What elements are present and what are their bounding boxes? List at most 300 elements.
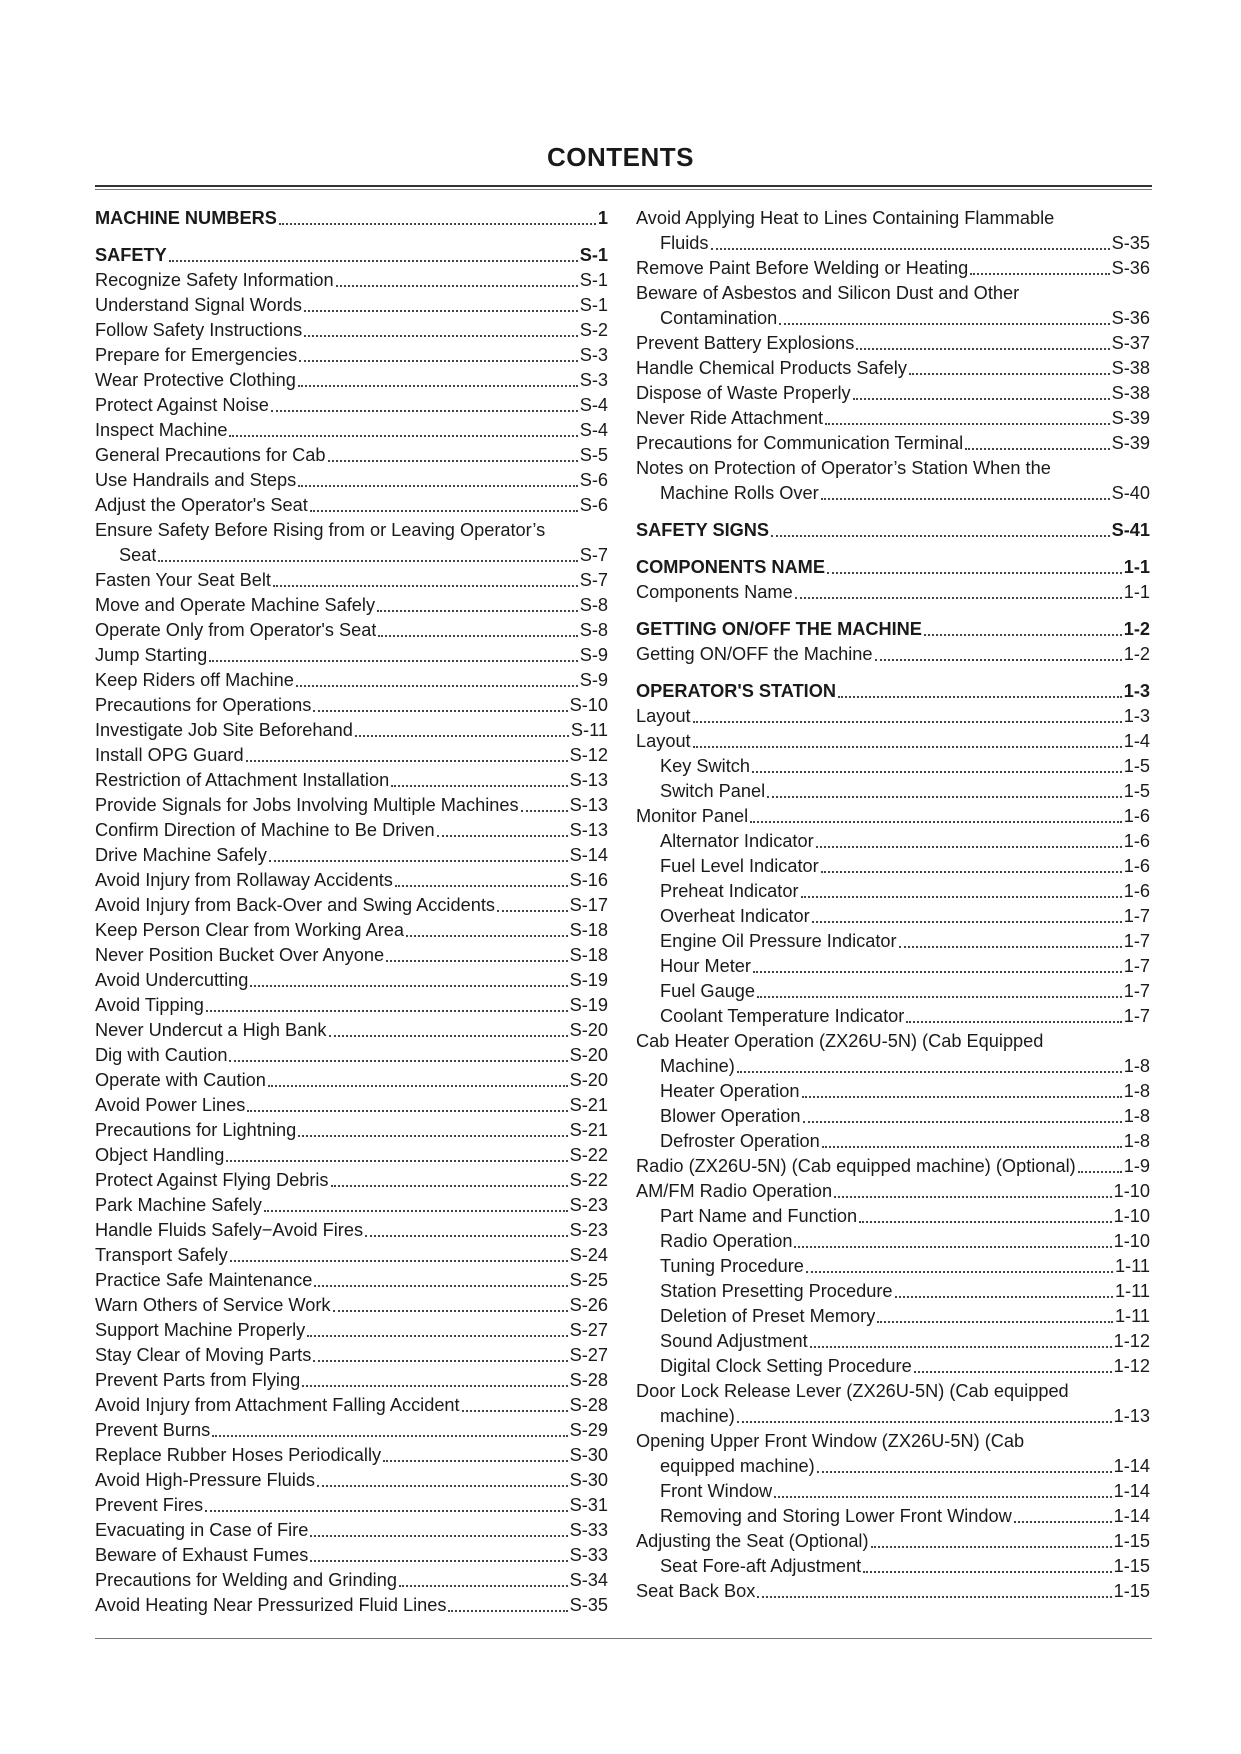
toc-entry-page: S-7 [579,570,608,590]
toc-entry-page: S-27 [569,1345,608,1365]
toc-entry-title: Restriction of Attachment Installation [95,770,390,790]
toc-entry-page: S-20 [569,1045,608,1065]
dot-leader [304,310,578,312]
toc-entry-page: 1-13 [1113,1406,1150,1426]
toc-entry[interactable] [636,580,1150,605]
toc-entry-page: 1-6 [1123,806,1150,826]
dot-leader [834,1196,1112,1198]
toc-entry-page: 1-7 [1123,1006,1150,1026]
toc-entry-page: 1-2 [1123,644,1150,664]
toc-entry-title: MACHINE NUMBERS [95,208,277,228]
toc-entry[interactable] [95,1568,608,1593]
dot-leader [269,860,568,862]
toc-entry-title: Getting ON/OFF the Machine [636,644,873,664]
toc-entry[interactable] [95,968,608,993]
toc-entry-page: S-33 [569,1520,608,1540]
toc-entry-continuation [95,543,608,568]
toc-entry-title: Heater Operation [660,1081,800,1101]
toc-entry-title: Overheat Indicator [660,906,810,926]
toc-section-heading[interactable] [636,617,1150,642]
dot-leader [795,597,1122,599]
toc-entry-continuation [636,1404,1150,1429]
toc-entry-page: S-23 [569,1220,608,1240]
toc-entry[interactable] [636,1029,1150,1079]
dot-leader [737,1071,1122,1073]
toc-entry[interactable] [636,1379,1150,1429]
toc-entry-title: Fuel Level Indicator [660,856,819,876]
toc-entry[interactable] [636,1204,1150,1229]
toc-entry-title: Replace Rubber Hoses Periodically [95,1445,382,1465]
toc-entry-title: Prevent Burns [95,1420,211,1440]
dot-leader [802,1096,1122,1098]
toc-entry-title: Avoid Injury from Rollaway Accidents [95,870,393,890]
toc-entry-title: Install OPG Guard [95,745,244,765]
toc-entry[interactable] [636,1554,1150,1579]
toc-entry[interactable] [636,406,1150,431]
dot-leader [803,1121,1122,1123]
toc-entry[interactable] [636,1479,1150,1504]
toc-entry-page: S-8 [579,620,608,640]
toc-entry-title: Move and Operate Machine Safely [95,595,376,615]
toc-entry-page: 1-1 [1123,557,1150,577]
toc-entry-page: S-37 [1111,333,1150,353]
toc-entry-title-cont: Contamination [660,308,778,328]
toc-entry[interactable] [95,768,608,793]
dot-leader [377,610,578,612]
toc-entry-page: S-4 [579,395,608,415]
toc-entry-page: S-10 [569,695,608,715]
toc-entry-page: 1-15 [1113,1531,1150,1551]
toc-entry-page: 1-15 [1113,1556,1150,1576]
dot-leader [767,796,1122,798]
dot-leader [329,1035,568,1037]
dot-leader [212,1435,567,1437]
toc-entry[interactable] [636,954,1150,979]
toc-entry-page: S-12 [569,745,608,765]
dot-leader [386,960,567,962]
toc-entry[interactable] [95,1018,608,1043]
toc-section-heading[interactable] [636,679,1150,704]
toc-entry-page: S-6 [579,495,608,515]
toc-entry-title: Layout [636,731,691,751]
toc-entry[interactable] [95,1318,608,1343]
toc-entry-page: S-26 [569,1295,608,1315]
toc-entry[interactable] [95,443,608,468]
toc-entry-title: Avoid Heating Near Pressurized Fluid Lines [95,1595,447,1615]
toc-entry[interactable] [636,879,1150,904]
toc-entry-title: Radio Operation [660,1231,793,1251]
toc-entry[interactable] [636,1154,1150,1179]
toc-entry[interactable] [636,1354,1150,1379]
toc-entry-title: Defroster Operation [660,1131,820,1151]
toc-entry[interactable] [95,1218,608,1243]
toc-entry[interactable] [95,393,608,418]
toc-entry-title: Drive Machine Safely [95,845,267,865]
toc-entry[interactable] [95,1143,608,1168]
toc-entry-page: S-18 [569,945,608,965]
toc-entry[interactable] [636,1504,1150,1529]
toc-entry[interactable] [636,929,1150,954]
toc-entry-page: 1-9 [1123,1156,1150,1176]
toc-entry-page: 1-6 [1123,856,1150,876]
toc-entry[interactable] [95,843,608,868]
toc-entry-title: Operate with Caution [95,1070,266,1090]
toc-entry[interactable] [636,1079,1150,1104]
toc-entry-page: S-11 [570,720,608,740]
toc-entry-page: 1-8 [1123,1131,1150,1151]
toc-entry-title: Dispose of Waste Properly [636,383,851,403]
toc-entry-page: S-19 [569,995,608,1015]
dot-leader [206,1010,568,1012]
toc-entry[interactable] [95,1043,608,1068]
toc-entry[interactable] [95,868,608,893]
toc-entry-title: Avoid Injury from Attachment Falling Accident [95,1395,460,1415]
toc-entry[interactable] [636,1304,1150,1329]
dot-leader [333,1310,568,1312]
toc-entry-title: GETTING ON/OFF THE MACHINE [636,619,922,639]
toc-entry[interactable] [95,1593,608,1618]
toc-entry[interactable] [95,1293,608,1318]
toc-entry[interactable] [95,743,608,768]
toc-entry-page: S-13 [569,770,608,790]
toc-entry-page: S-2 [579,320,608,340]
toc-entry-title: Adjust the Operator's Seat [95,495,308,515]
toc-entry[interactable] [95,343,608,368]
toc-section-heading[interactable] [95,206,608,231]
toc-entry[interactable] [95,643,608,668]
dot-leader [794,1246,1111,1248]
toc-entry-title: Hour Meter [660,956,751,976]
toc-entry[interactable] [95,318,608,343]
toc-entry-title: Sound Adjustment [660,1331,808,1351]
toc-entry-title-cont: Fluids [660,233,709,253]
toc-entry-title-cont: Machine Rolls Over [660,483,819,503]
toc-entry-page: S-17 [569,895,608,915]
dot-leader [437,835,568,837]
toc-section-heading[interactable] [636,518,1150,543]
toc-entry[interactable] [95,793,608,818]
toc-entry-page: S-39 [1111,433,1150,453]
dot-leader [924,634,1122,636]
toc-entry-title: Opening Upper Front Window (ZX26U-5N) (Cab [636,1431,1025,1451]
toc-entry-page: S-14 [569,845,608,865]
dot-leader [209,660,577,662]
toc-entry-title: Fuel Gauge [660,981,756,1001]
toc-entry[interactable] [636,754,1150,779]
toc-entry-continuation [636,306,1150,331]
toc-entry-page: S-21 [569,1120,608,1140]
toc-entry[interactable] [636,704,1150,729]
toc-entry-title: Precautions for Welding and Grinding [95,1570,397,1590]
toc-entry-page: S-8 [579,595,608,615]
toc-entry-page: S-3 [579,370,608,390]
toc-entry[interactable] [95,1518,608,1543]
toc-entry-title: Handle Chemical Products Safely [636,358,907,378]
toc-entry[interactable] [95,1543,608,1568]
toc-entry-title: Keep Riders off Machine [95,670,294,690]
dot-leader [271,410,578,412]
toc-entry[interactable] [95,1068,608,1093]
toc-entry[interactable] [636,1579,1150,1604]
toc-entry[interactable] [95,1268,608,1293]
toc-entry-page: 1-10 [1113,1206,1150,1226]
toc-entry[interactable] [636,1179,1150,1204]
toc-entry[interactable] [636,1329,1150,1354]
toc-entry[interactable] [636,331,1150,356]
toc-entry-title: Part Name and Function [660,1206,858,1226]
toc-entry-title: AM/FM Radio Operation [636,1181,833,1201]
toc-entry[interactable] [636,1004,1150,1029]
toc-entry-page: S-30 [569,1470,608,1490]
toc-entry-page: 1-4 [1123,731,1150,751]
toc-entry[interactable] [636,904,1150,929]
toc-entry[interactable] [636,431,1150,456]
toc-entry-title: Coolant Temperature Indicator [660,1006,905,1026]
toc-entry[interactable] [636,854,1150,879]
toc-entry[interactable] [95,1418,608,1443]
toc-entry-page: S-6 [579,470,608,490]
toc-entry-title: Keep Person Clear from Working Area [95,920,404,940]
toc-entry[interactable] [636,729,1150,754]
toc-entry[interactable] [95,568,608,593]
toc-entry-page: S-1 [579,245,608,265]
toc-entry-page: S-20 [569,1070,608,1090]
dot-leader [863,1571,1111,1573]
toc-entry-page: S-19 [569,970,608,990]
toc-entry[interactable] [95,693,608,718]
dot-leader [304,335,577,337]
dot-leader [779,323,1109,325]
toc-entry-title: SAFETY SIGNS [636,520,770,540]
toc-entry-title: Seat Back Box [636,1581,756,1601]
dot-leader [825,423,1110,425]
dot-leader [821,498,1110,500]
toc-entry-title: Handle Fluids Safely−Avoid Fires [95,1220,364,1240]
toc-entry-page: 1-6 [1123,831,1150,851]
toc-entry-page: S-30 [569,1445,608,1465]
dot-leader [273,585,578,587]
dot-leader [299,360,578,362]
toc-entry[interactable] [95,1493,608,1518]
dot-leader [391,785,567,787]
toc-entry[interactable] [95,1443,608,1468]
toc-entry[interactable] [95,818,608,843]
dot-leader [230,1260,568,1262]
toc-entry[interactable] [95,1393,608,1418]
toc-entry-page: S-1 [579,295,608,315]
toc-entry-title: Beware of Asbestos and Silicon Dust and Other [636,283,1020,303]
dot-leader [1014,1521,1112,1523]
toc-entry-title: Remove Paint Before Welding or Heating [636,258,969,278]
toc-entry-page: S-39 [1111,408,1150,428]
toc-entry[interactable] [636,256,1150,281]
toc-entry-title: Recognize Safety Information [95,270,334,290]
toc-entry-continuation [636,1454,1150,1479]
dot-leader [406,935,568,937]
toc-entry[interactable] [636,642,1150,667]
toc-entry[interactable] [636,1229,1150,1254]
toc-entry[interactable] [95,718,608,743]
toc-entry[interactable] [95,618,608,643]
toc-entry-title: Key Switch [660,756,750,776]
toc-entry-title: Stay Clear of Moving Parts [95,1345,312,1365]
toc-entry-title: Door Lock Release Lever (ZX26U-5N) (Cab equipped [636,1381,1069,1401]
dot-leader [317,1485,568,1487]
toc-entry[interactable] [636,1104,1150,1129]
dot-leader [871,1546,1112,1548]
toc-entry-page: 1-12 [1113,1356,1150,1376]
toc-entry-title: Object Handling [95,1145,225,1165]
toc-entry[interactable] [636,1429,1150,1479]
toc-entry-page: S-20 [569,1020,608,1040]
toc-entry[interactable] [636,1254,1150,1279]
toc-entry[interactable] [636,206,1150,256]
toc-entry[interactable] [95,1243,608,1268]
toc-entry[interactable] [95,893,608,918]
dot-leader [737,1421,1112,1423]
dot-leader [497,910,568,912]
toc-entry-page: 1-5 [1123,781,1150,801]
toc-section-heading[interactable] [636,555,1150,580]
dot-leader [302,1385,567,1387]
dot-leader [810,1346,1112,1348]
toc-entry[interactable] [636,456,1150,506]
toc-entry[interactable] [636,979,1150,1004]
dot-leader [752,771,1122,773]
toc-entry-page: 1-5 [1123,756,1150,776]
toc-entry[interactable] [636,804,1150,829]
toc-entry[interactable] [636,356,1150,381]
dot-leader [711,248,1110,250]
dot-leader [806,1271,1113,1273]
dot-leader [313,710,567,712]
toc-entry[interactable] [636,381,1150,406]
toc-entry-title: Tuning Procedure [660,1256,804,1276]
toc-entry-page: 1-1 [1123,582,1150,602]
toc-entry-title: OPERATOR'S STATION [636,681,837,701]
toc-entry-page: 1-14 [1113,1481,1150,1501]
toc-entry[interactable] [636,1529,1150,1554]
toc-entry[interactable] [95,518,608,568]
toc-entry-title: Radio (ZX26U-5N) (Cab equipped machine) (Optional) [636,1156,1076,1176]
dot-leader [310,1535,567,1537]
toc-entry-page: S-36 [1111,308,1150,328]
toc-entry-title: COMPONENTS NAME [636,557,825,577]
toc-entry[interactable] [95,668,608,693]
toc-entry-page: S-22 [569,1170,608,1190]
dot-leader [395,885,568,887]
dot-leader [399,1585,568,1587]
toc-entry[interactable] [95,468,608,493]
toc-entry-page: 1-14 [1113,1506,1150,1526]
toc-entry[interactable] [95,993,608,1018]
dot-leader [310,1560,567,1562]
toc-entry[interactable] [95,1193,608,1218]
dot-leader [307,1335,567,1337]
toc-entry-page: 1-7 [1123,931,1150,951]
dot-leader [336,285,578,287]
toc-column-left [95,206,608,1618]
toc-entry[interactable] [95,1368,608,1393]
toc-entry[interactable] [95,268,608,293]
toc-entry[interactable] [95,1093,608,1118]
toc-entry-title: Evacuating in Case of Fire [95,1520,309,1540]
toc-section-heading[interactable] [95,243,608,268]
dot-leader [229,435,577,437]
toc-entry[interactable] [95,593,608,618]
toc-entry[interactable] [95,418,608,443]
toc-entry-title: Ensure Safety Before Rising from or Leaving Operator’s [95,520,546,540]
toc-entry-title: Avoid High-Pressure Fluids [95,1470,316,1490]
toc-entry-page: S-38 [1111,383,1150,403]
toc-entry[interactable] [95,368,608,393]
toc-entry[interactable] [95,918,608,943]
toc-entry-page: 1-11 [1114,1256,1150,1276]
toc-entry-title: Avoid Undercutting [95,970,249,990]
toc-entry-page: S-9 [579,645,608,665]
dot-leader [298,385,578,387]
toc-entry-page: S-1 [579,270,608,290]
toc-entry[interactable] [95,1168,608,1193]
toc-entry-page: S-3 [579,345,608,365]
toc-entry[interactable] [636,281,1150,331]
dot-leader [331,1185,568,1187]
toc-entry-title: Fasten Your Seat Belt [95,570,271,590]
toc-entry-page: S-21 [569,1095,608,1115]
toc-entry-title: Front Window [660,1481,773,1501]
toc-entry[interactable] [636,1279,1150,1304]
toc-entry-title: Components Name [636,582,793,602]
toc-entry-title-cont: equipped machine) [660,1456,815,1476]
toc-entry-page: 1-8 [1123,1106,1150,1126]
dot-leader [771,535,1110,537]
dot-leader [838,696,1122,698]
dot-leader [753,971,1122,973]
toc-entry[interactable] [95,293,608,318]
toc-entry-page: S-33 [569,1545,608,1565]
toc-entry-title: Layout [636,706,691,726]
toc-entry-page: 1-8 [1123,1056,1150,1076]
toc-entry-page: 1-2 [1123,619,1150,639]
toc-entry-title: Operate Only from Operator's Seat [95,620,377,640]
toc-entry[interactable] [636,1129,1150,1154]
dot-leader [205,1510,567,1512]
toc-entry-page: 1-12 [1113,1331,1150,1351]
dot-leader [817,1471,1112,1473]
toc-entry-title-cont: Machine) [660,1056,735,1076]
toc-entry-title: Precautions for Lightning [95,1120,297,1140]
toc-entry-title: Park Machine Safely [95,1195,262,1215]
toc-entry-title: Prepare for Emergencies [95,345,298,365]
toc-entry-page: S-28 [569,1370,608,1390]
toc-entry[interactable] [95,943,608,968]
toc-entry-title: Seat Fore-aft Adjustment [660,1556,862,1576]
toc-entry-page: S-24 [569,1245,608,1265]
toc-entry[interactable] [95,1343,608,1368]
dot-leader [314,1285,567,1287]
toc-entry[interactable] [95,1468,608,1493]
toc-entry-title: Investigate Job Site Beforehand [95,720,353,740]
toc-entry[interactable] [636,779,1150,804]
dot-leader [328,460,578,462]
toc-entry-title: Understand Signal Words [95,295,302,315]
toc-entry[interactable] [95,493,608,518]
dot-leader [448,1610,567,1612]
dot-leader [296,685,578,687]
toc-entry[interactable] [636,829,1150,854]
toc-entry[interactable] [95,1118,608,1143]
dot-leader [229,1060,567,1062]
